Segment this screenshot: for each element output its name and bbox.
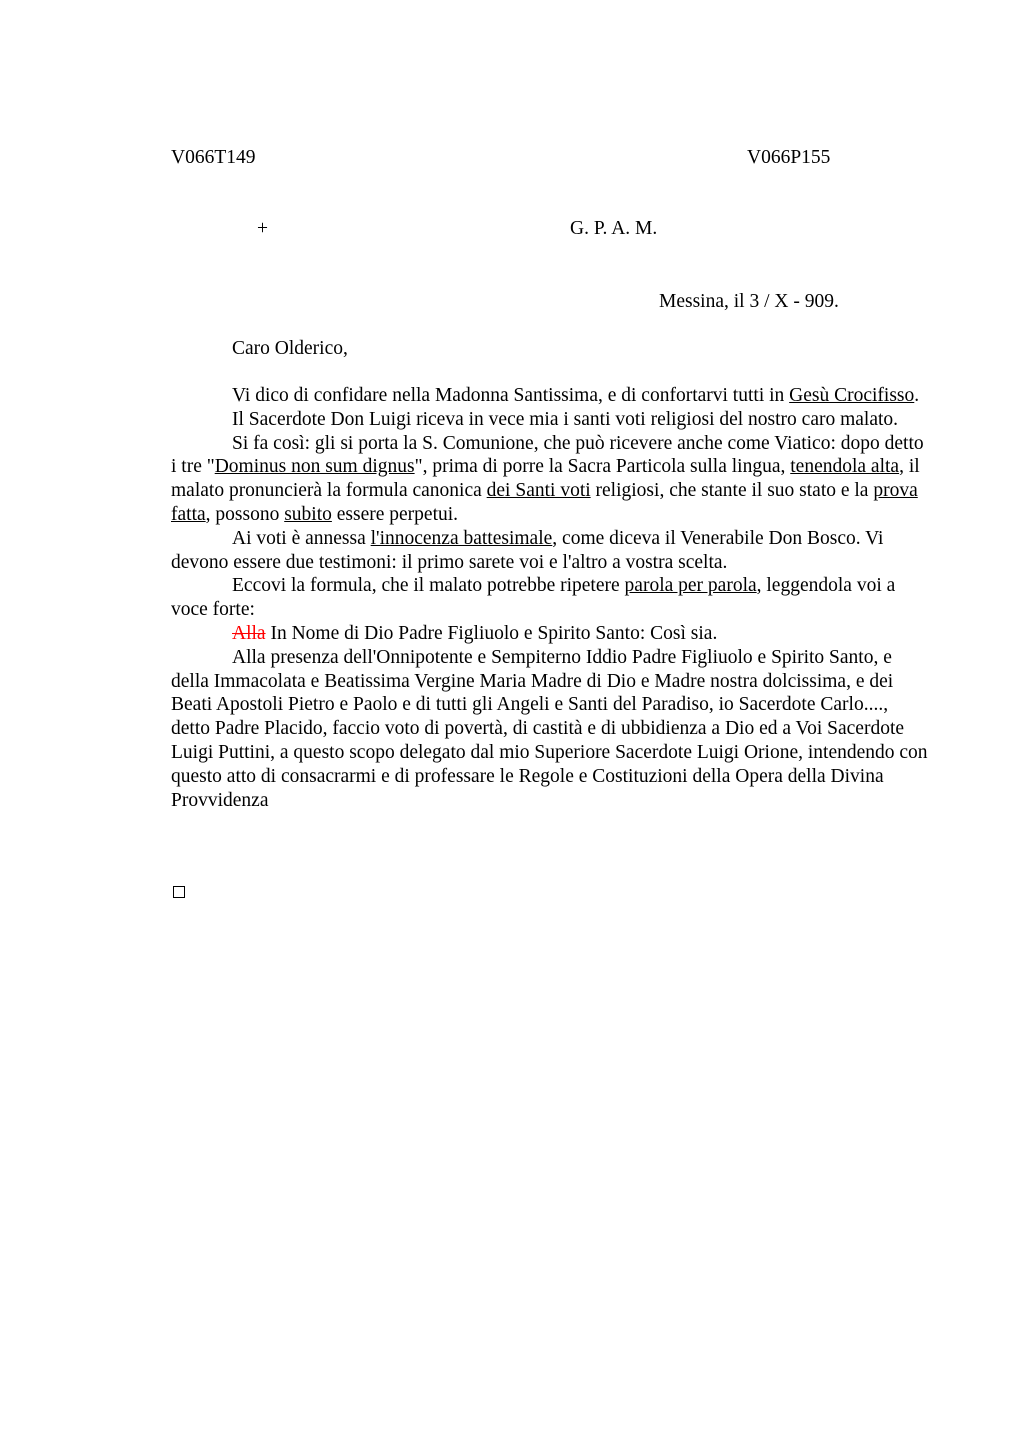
text-run: Ai voti è annessa xyxy=(232,527,371,549)
underlined-text: subito xyxy=(284,503,332,525)
underlined-text: Gesù Crocifisso xyxy=(789,385,915,406)
paragraph-6 xyxy=(171,622,931,646)
text-run: ", prima di porre la Sacra Particola sulla lingua, xyxy=(414,456,791,478)
text-run: , leggendola voi a voce forte: xyxy=(171,575,896,621)
text-run: Eccovi la formula, che il malato potrebbe ripetere xyxy=(232,575,625,597)
document-code-right: V066P155 xyxy=(747,147,831,168)
cross-symbol: + xyxy=(257,218,268,239)
underlined-text: prova fatta xyxy=(171,480,918,525)
paragraph-7 xyxy=(171,646,931,813)
paragraph-5 xyxy=(171,574,931,622)
text-run: In Nome di Dio Padre Figliuolo e Spirito Santo: Così sia. xyxy=(265,622,718,644)
deleted-word: Alla xyxy=(232,622,266,644)
text-run: Vi dico di confidare nella Madonna Santissima, e di confortarvi tutti in xyxy=(232,385,790,406)
paragraph-4 xyxy=(171,527,931,575)
letter-body xyxy=(171,384,931,812)
text-run: Alla presenza dell'Onnipotente e Sempiterno Iddio Padre Figliuolo e Spirito Santo, e della Immacolata e Beatissima Vergine Maria Madre di Dio e Madre nostra dolcissima, e dei Beati Apostoli Pietro e Paolo e di tutti gli Angeli e Santi del Paradiso, io Sacerdote Carlo...., detto Padre Placido, faccio voto di povertà, di castità e di ubbidienza a Dio ed a Voi Sacerdote Luigi Puttini, a questo scopo delegato dal mio Superiore Sacerdote Luigi Orione, intendendo con questo atto di consacrarmi e di professare le Regole e Costituzioni della Opera della Divina Provvidenza xyxy=(171,646,928,811)
text-run: , come diceva il Venerabile Don Bosco. Vi devono essere due testimoni: il primo sarete voi e l'altro a vostra scelta. xyxy=(171,527,884,573)
paragraph-3 xyxy=(171,432,931,527)
paragraph-2 xyxy=(171,408,931,432)
underlined-text: parola per parola xyxy=(624,575,757,597)
text-run: Si fa così: gli si porta la S. Comunione, che può ricevere anche come Viatico: dopo detto i tre " xyxy=(171,432,924,478)
text-run: , possono xyxy=(205,503,285,525)
underlined-text: l'innocenza battesimale xyxy=(370,527,553,549)
text-run: essere perpetui. xyxy=(331,503,459,525)
text-run: , il malato pronuncierà la formula canonica xyxy=(171,456,920,502)
document-code-left: V066T149 xyxy=(171,147,256,168)
letter-date: Messina, il 3 / X - 909. xyxy=(659,291,839,312)
underlined-text: tenendola alta xyxy=(790,456,900,478)
underlined-text: dei Santi voti xyxy=(486,480,591,502)
salutation: Caro Olderico, xyxy=(232,338,348,359)
text-run: religiosi, che stante il suo stato e la xyxy=(590,480,874,502)
end-marker-square-icon xyxy=(173,886,185,898)
text-run: Il Sacerdote Don Luigi riceva in vece mia i santi voti religiosi del nostro caro malato. xyxy=(232,408,899,430)
paragraph-1 xyxy=(171,384,931,408)
underlined-text: Dominus non sum dignus xyxy=(214,456,415,478)
text-run: . xyxy=(914,385,920,406)
motto-heading: G. P. A. M. xyxy=(570,218,658,239)
